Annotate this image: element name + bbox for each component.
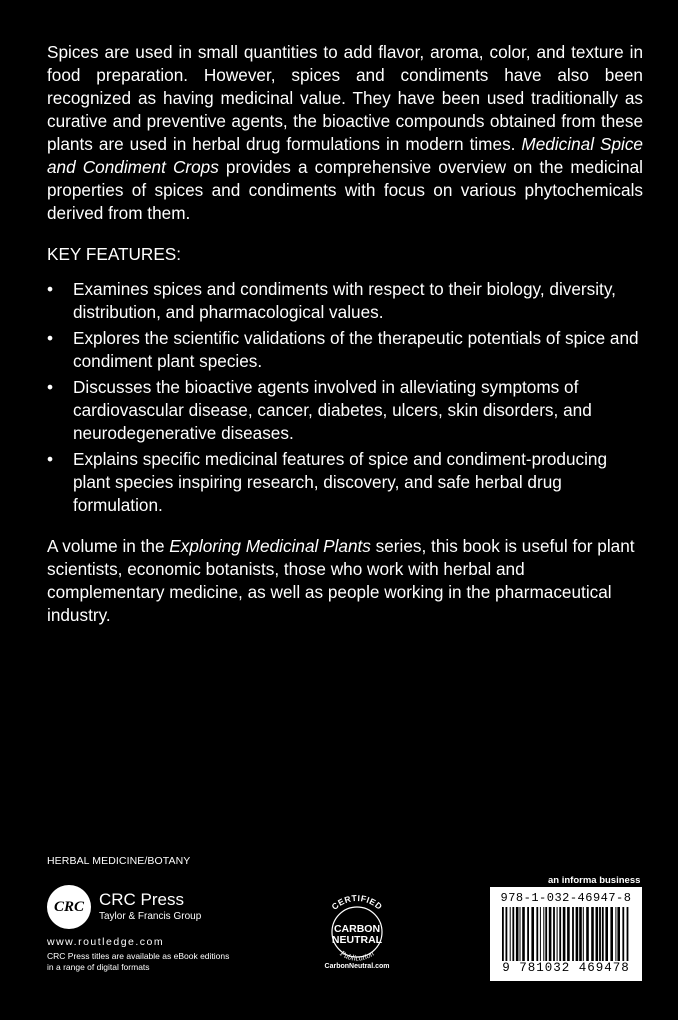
carbon-neutral-badge [312, 888, 402, 978]
isbn-formatted: 978-1-032-46947-8 [500, 891, 632, 905]
publisher-name: CRC Press [99, 890, 185, 909]
carbon-line2: NEUTRAL [331, 934, 383, 946]
feature-item: • Explores the scientific validations of the therapeutic potentials of spice and condiment plant species. [47, 328, 639, 371]
barcode-icon [500, 907, 632, 961]
isbn-barcode [490, 887, 642, 981]
barcode-bar [591, 907, 594, 961]
barcode-bar [563, 907, 566, 961]
barcode-bar [617, 907, 620, 961]
bullet-icon: • [47, 279, 54, 299]
barcode-bar [512, 907, 514, 961]
carbon-line1: CARBON [333, 923, 381, 935]
barcode-bar [622, 907, 624, 961]
barcode-bar [536, 907, 538, 961]
barcode-bar [596, 907, 599, 961]
barcode-bar [527, 907, 529, 961]
intro-paragraph: Spices are used in small quantities to add flavor, aroma, color, and texture in food preparation. However, spices and condiments have also been recognized as having medicinal value. They have been used traditionally as curative and preventive agents, the bioactive compounds obtained from these plants are used in herbal drug formulations in modern times. Medicinal Spice and Condiment Crops provides a comprehensive overview on the medicinal properties of spices and condiments with focus on various phytochemicals derived from them. [47, 42, 643, 223]
crc-press-logo [47, 885, 207, 935]
description-block [47, 41, 643, 627]
barcode-bar [583, 907, 584, 961]
barcode-bar [627, 907, 629, 961]
barcode-bar [531, 907, 534, 961]
barcode-bar [572, 907, 574, 961]
informa-tagline: an informa business [548, 875, 641, 886]
closing-paragraph: A volume in the Exploring Medicinal Plants series, this book is useful for plant scientists, economic botanists, those who work with herbal and complementary medicine, as well as people working in the pharmaceutical industry. [47, 536, 635, 625]
barcode-bar [522, 907, 525, 961]
barcode-bar [516, 907, 519, 961]
ebook-note: CRC Press titles are available as eBook editions in a range of digital formats [47, 951, 230, 972]
feature-list [47, 278, 643, 517]
barcode-bar [559, 907, 561, 961]
barcode-bar [540, 907, 541, 961]
book-title: Medicinal Spice and Condiment Crops [47, 134, 643, 177]
barcode-bar [579, 907, 582, 961]
feature-item: • Discusses the bioactive agents involved in alleviating symptoms of cardiovascular disease, cancer, diabetes, ulcers, skin disorders, and neurodegenerative diseases. [47, 377, 592, 443]
carbon-neutral-icon [312, 888, 402, 966]
barcode-bar [602, 907, 604, 961]
barcode-bar [599, 907, 601, 961]
barcode-bar [586, 907, 589, 961]
subject-category: HERBAL MEDICINE/BOTANY [47, 855, 191, 867]
bullet-icon: • [47, 377, 54, 397]
barcode-bar [545, 907, 547, 961]
feature-item: • Explains specific medicinal features of spice and condiment-producing plant species inspiring research, discovery, and safe herbal drug formulation. [47, 449, 608, 515]
feature-item: • Examines spices and condiments with respect to their biology, diversity, distribution, and pharmacological values. [47, 279, 616, 322]
carbon-top-text: CERTIFIED [329, 892, 385, 912]
key-features-heading: KEY FEATURES: [47, 244, 182, 264]
barcode-bar [567, 907, 570, 961]
barcode-bar [557, 907, 558, 961]
series-title: Exploring Medicinal Plants [169, 536, 371, 556]
barcode-bar [549, 907, 552, 961]
barcode-bar [615, 907, 616, 961]
publisher-website[interactable]: www.routledge.com [47, 936, 165, 948]
barcode-bar [576, 907, 579, 961]
barcode-bar [520, 907, 521, 961]
barcode-bar [543, 907, 544, 961]
barcode-bar [610, 907, 613, 961]
isbn-digits: 9 781032 469478 [502, 961, 630, 975]
barcode-bar [605, 907, 608, 961]
barcode-bar [553, 907, 555, 961]
crc-logo-icon: CRC [47, 885, 91, 929]
svg-text:CERTIFIED [330, 893, 385, 912]
bullet-icon: • [47, 449, 54, 469]
bullet-icon: • [47, 328, 54, 348]
carbon-url: CarbonNeutral.com [324, 963, 390, 970]
svg-text:Publication [338, 948, 376, 962]
barcode-bar [510, 907, 511, 961]
publisher-group: Taylor & Francis Group [99, 911, 202, 922]
barcode-bar [502, 907, 504, 961]
barcode-bar [506, 907, 508, 961]
carbon-bottom-text: Publication [338, 948, 376, 963]
